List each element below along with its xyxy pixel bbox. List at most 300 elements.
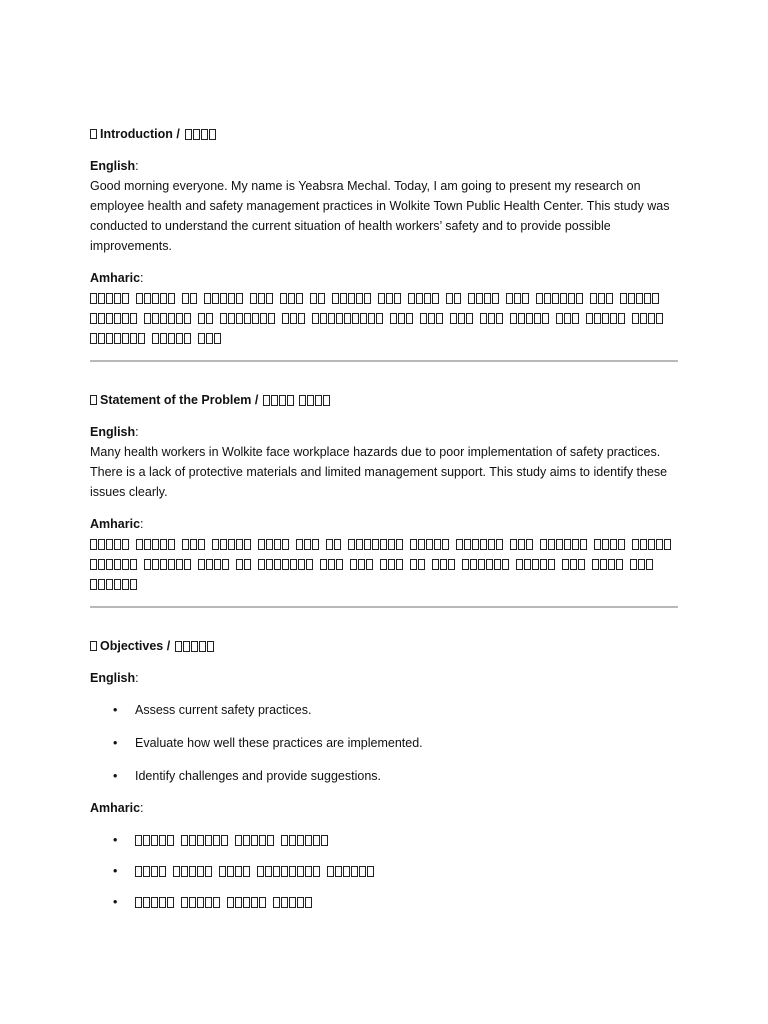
missing-glyph-icon — [274, 559, 281, 570]
missing-glyph-icon — [360, 313, 367, 324]
missing-glyph-icon — [376, 313, 383, 324]
missing-glyph-icon — [204, 293, 211, 304]
missing-glyph-icon — [556, 313, 563, 324]
missing-glyph-icon — [228, 313, 235, 324]
amharic-paragraph — [90, 534, 678, 594]
missing-glyph-word — [586, 313, 626, 324]
missing-glyph-icon — [510, 313, 517, 324]
missing-glyph-icon — [386, 293, 393, 304]
missing-glyph-icon — [312, 313, 319, 324]
missing-glyph-icon — [106, 579, 113, 590]
missing-glyph-icon — [199, 641, 206, 652]
missing-glyph-icon — [122, 333, 129, 344]
missing-glyph-icon — [620, 293, 627, 304]
missing-glyph-icon — [290, 313, 297, 324]
missing-glyph-icon — [244, 313, 251, 324]
missing-glyph-icon — [189, 897, 196, 908]
missing-glyph-icon — [470, 559, 477, 570]
missing-glyph-icon — [536, 293, 543, 304]
missing-glyph-icon — [130, 313, 137, 324]
missing-glyph-icon — [181, 897, 188, 908]
missing-glyph-icon — [152, 293, 159, 304]
missing-glyph-icon — [380, 559, 387, 570]
amharic-label: Amharic: — [90, 517, 144, 531]
missing-glyph-icon — [257, 866, 264, 877]
missing-glyph-icon — [136, 539, 143, 550]
missing-glyph-icon — [213, 835, 220, 846]
missing-glyph-icon — [618, 313, 625, 324]
missing-glyph-icon — [618, 539, 625, 550]
missing-glyph-word — [90, 539, 130, 550]
missing-glyph-icon — [271, 395, 278, 406]
missing-glyph-icon — [310, 293, 317, 304]
missing-glyph-icon — [526, 539, 533, 550]
missing-glyph-icon — [190, 293, 197, 304]
missing-glyph-icon — [289, 897, 296, 908]
missing-glyph-icon — [213, 897, 220, 908]
missing-glyph-icon — [243, 866, 250, 877]
missing-glyph-icon — [143, 835, 150, 846]
missing-glyph-word — [590, 293, 614, 304]
missing-glyph-icon — [90, 579, 97, 590]
missing-glyph-word — [299, 395, 331, 406]
list-item — [90, 892, 678, 912]
missing-glyph-word — [390, 313, 414, 324]
missing-glyph-icon — [151, 897, 158, 908]
missing-glyph-icon — [548, 559, 555, 570]
missing-glyph-icon — [135, 897, 142, 908]
missing-glyph-icon — [190, 539, 197, 550]
missing-glyph-icon — [151, 866, 158, 877]
english-label: English: — [90, 425, 139, 439]
missing-glyph-icon — [636, 293, 643, 304]
missing-glyph-icon — [176, 559, 183, 570]
missing-glyph-icon — [144, 293, 151, 304]
missing-glyph-icon — [122, 539, 129, 550]
missing-glyph-word — [258, 539, 290, 550]
missing-glyph-word — [257, 866, 321, 877]
missing-glyph-word — [235, 835, 275, 846]
missing-glyph-icon — [340, 293, 347, 304]
missing-glyph-icon — [205, 835, 212, 846]
missing-glyph-icon — [90, 129, 97, 139]
missing-glyph-icon — [130, 559, 137, 570]
missing-glyph-icon — [227, 897, 234, 908]
missing-glyph-icon — [258, 293, 265, 304]
missing-glyph-word — [144, 559, 192, 570]
missing-glyph-icon — [534, 313, 541, 324]
missing-glyph-icon — [334, 539, 341, 550]
missing-glyph-icon — [506, 293, 513, 304]
missing-glyph-icon — [98, 313, 105, 324]
missing-glyph-icon — [181, 835, 188, 846]
missing-glyph-icon — [189, 835, 196, 846]
missing-glyph-icon — [478, 559, 485, 570]
missing-glyph-word — [632, 313, 664, 324]
missing-glyph-icon — [297, 866, 304, 877]
missing-glyph-icon — [656, 539, 663, 550]
missing-glyph-icon — [167, 835, 174, 846]
missing-glyph-icon — [90, 395, 97, 405]
missing-glyph-icon — [632, 539, 639, 550]
missing-glyph-icon — [189, 866, 196, 877]
missing-glyph-icon — [212, 293, 219, 304]
missing-glyph-word — [90, 559, 138, 570]
missing-glyph-word — [236, 559, 252, 570]
missing-glyph-word — [620, 293, 660, 304]
missing-glyph-word — [250, 293, 274, 304]
missing-glyph-icon — [184, 313, 191, 324]
missing-glyph-word — [198, 333, 222, 344]
missing-glyph-icon — [281, 866, 288, 877]
missing-glyph-icon — [182, 539, 189, 550]
missing-glyph-icon — [540, 539, 547, 550]
missing-glyph-icon — [488, 539, 495, 550]
missing-glyph-icon — [514, 293, 521, 304]
amharic-objectives-list — [90, 830, 678, 912]
missing-glyph-word — [506, 293, 530, 304]
missing-glyph-icon — [144, 313, 151, 324]
missing-glyph-icon — [106, 293, 113, 304]
missing-glyph-icon — [367, 866, 374, 877]
missing-glyph-icon — [114, 559, 121, 570]
missing-glyph-icon — [263, 395, 270, 406]
missing-glyph-word — [263, 395, 295, 406]
missing-glyph-icon — [356, 293, 363, 304]
missing-glyph-icon — [496, 539, 503, 550]
missing-glyph-icon — [220, 293, 227, 304]
missing-glyph-icon — [390, 313, 397, 324]
missing-glyph-icon — [364, 539, 371, 550]
missing-glyph-icon — [205, 897, 212, 908]
missing-glyph-icon — [281, 835, 288, 846]
amharic-heading-glyphs — [263, 395, 335, 406]
missing-glyph-icon — [206, 559, 213, 570]
missing-glyph-word — [480, 313, 504, 324]
missing-glyph-word — [516, 559, 556, 570]
missing-glyph-icon — [297, 897, 304, 908]
missing-glyph-word — [630, 559, 654, 570]
missing-glyph-icon — [450, 313, 457, 324]
missing-glyph-icon — [602, 539, 609, 550]
missing-glyph-icon — [590, 293, 597, 304]
missing-glyph-icon — [544, 293, 551, 304]
missing-glyph-icon — [173, 866, 180, 877]
missing-glyph-word — [327, 866, 375, 877]
missing-glyph-icon — [320, 313, 327, 324]
missing-glyph-icon — [644, 293, 651, 304]
missing-glyph-icon — [568, 293, 575, 304]
missing-glyph-icon — [305, 897, 312, 908]
missing-glyph-word — [258, 559, 314, 570]
amharic-label: Amharic: — [90, 801, 144, 815]
missing-glyph-word — [198, 559, 230, 570]
missing-glyph-icon — [562, 559, 569, 570]
missing-glyph-icon — [336, 559, 343, 570]
missing-glyph-icon — [214, 559, 221, 570]
missing-glyph-icon — [299, 395, 306, 406]
missing-glyph-word — [185, 129, 217, 140]
missing-glyph-icon — [327, 866, 334, 877]
missing-glyph-icon — [388, 539, 395, 550]
missing-glyph-icon — [464, 539, 471, 550]
missing-glyph-icon — [454, 293, 461, 304]
missing-glyph-word — [281, 835, 329, 846]
missing-glyph-icon — [602, 313, 609, 324]
missing-glyph-icon — [106, 313, 113, 324]
missing-glyph-icon — [151, 835, 158, 846]
missing-glyph-word — [462, 559, 510, 570]
missing-glyph-icon — [265, 866, 272, 877]
missing-glyph-icon — [258, 539, 265, 550]
missing-glyph-icon — [182, 293, 189, 304]
english-objectives-list — [90, 700, 678, 786]
missing-glyph-icon — [90, 293, 97, 304]
missing-glyph-word — [420, 313, 444, 324]
missing-glyph-icon — [243, 835, 250, 846]
missing-glyph-icon — [98, 559, 105, 570]
missing-glyph-icon — [235, 866, 242, 877]
missing-glyph-word — [562, 559, 586, 570]
missing-glyph-word — [144, 313, 192, 324]
missing-glyph-icon — [406, 313, 413, 324]
missing-glyph-icon — [350, 559, 357, 570]
missing-glyph-word — [594, 539, 626, 550]
missing-glyph-icon — [159, 835, 166, 846]
missing-glyph-icon — [288, 293, 295, 304]
missing-glyph-icon — [366, 559, 373, 570]
missing-glyph-icon — [640, 539, 647, 550]
missing-glyph-icon — [152, 313, 159, 324]
missing-glyph-icon — [307, 395, 314, 406]
missing-glyph-icon — [378, 293, 385, 304]
missing-glyph-icon — [586, 313, 593, 324]
missing-glyph-icon — [90, 313, 97, 324]
missing-glyph-icon — [197, 866, 204, 877]
missing-glyph-word — [332, 293, 372, 304]
missing-glyph-icon — [564, 313, 571, 324]
list-item: • Evaluate how well these practices are implemented. — [90, 733, 678, 753]
missing-glyph-icon — [90, 559, 97, 570]
missing-glyph-icon — [236, 293, 243, 304]
missing-glyph-word — [219, 866, 251, 877]
missing-glyph-icon — [323, 395, 330, 406]
missing-glyph-icon — [296, 293, 303, 304]
missing-glyph-word — [432, 559, 456, 570]
missing-glyph-icon — [228, 539, 235, 550]
missing-glyph-icon — [258, 559, 265, 570]
missing-glyph-icon — [524, 559, 531, 570]
missing-glyph-word — [135, 897, 175, 908]
missing-glyph-icon — [222, 559, 229, 570]
missing-glyph-icon — [90, 641, 97, 651]
missing-glyph-icon — [191, 641, 198, 652]
missing-glyph-icon — [496, 313, 503, 324]
missing-glyph-icon — [652, 293, 659, 304]
missing-glyph-icon — [572, 313, 579, 324]
missing-glyph-word — [152, 333, 192, 344]
missing-glyph-icon — [442, 539, 449, 550]
missing-glyph-icon — [640, 313, 647, 324]
missing-glyph-icon — [98, 539, 105, 550]
missing-glyph-icon — [372, 539, 379, 550]
missing-glyph-icon — [580, 539, 587, 550]
missing-glyph-icon — [556, 539, 563, 550]
missing-glyph-icon — [434, 539, 441, 550]
missing-glyph-icon — [90, 539, 97, 550]
missing-glyph-icon — [235, 897, 242, 908]
missing-glyph-icon — [418, 539, 425, 550]
missing-glyph-icon — [351, 866, 358, 877]
missing-glyph-icon — [313, 835, 320, 846]
missing-glyph-icon — [424, 293, 431, 304]
missing-glyph-word — [220, 313, 276, 324]
missing-glyph-icon — [616, 559, 623, 570]
missing-glyph-icon — [480, 313, 487, 324]
missing-glyph-word — [536, 293, 584, 304]
missing-glyph-icon — [594, 539, 601, 550]
missing-glyph-icon — [219, 866, 226, 877]
missing-glyph-icon — [518, 313, 525, 324]
missing-glyph-word — [282, 313, 306, 324]
document-page — [90, 124, 678, 924]
missing-glyph-icon — [368, 313, 375, 324]
missing-glyph-icon — [207, 641, 214, 652]
missing-glyph-word — [198, 313, 214, 324]
missing-glyph-icon — [159, 866, 166, 877]
missing-glyph-icon — [280, 293, 287, 304]
missing-glyph-icon — [344, 313, 351, 324]
missing-glyph-icon — [448, 559, 455, 570]
missing-glyph-icon — [143, 866, 150, 877]
missing-glyph-icon — [267, 835, 274, 846]
missing-glyph-icon — [114, 333, 121, 344]
missing-glyph-icon — [315, 395, 322, 406]
missing-glyph-icon — [480, 539, 487, 550]
missing-glyph-icon — [297, 835, 304, 846]
missing-glyph-icon — [159, 897, 166, 908]
missing-glyph-icon — [183, 641, 190, 652]
missing-glyph-icon — [160, 313, 167, 324]
missing-glyph-icon — [98, 333, 105, 344]
missing-glyph-icon — [318, 293, 325, 304]
missing-glyph-icon — [432, 293, 439, 304]
missing-glyph-icon — [570, 559, 577, 570]
missing-glyph-icon — [122, 559, 129, 570]
missing-glyph-icon — [160, 293, 167, 304]
missing-glyph-icon — [160, 333, 167, 344]
missing-glyph-icon — [205, 866, 212, 877]
missing-glyph-icon — [418, 559, 425, 570]
list-item — [90, 830, 678, 850]
missing-glyph-icon — [446, 293, 453, 304]
english-label: English: — [90, 671, 139, 685]
missing-glyph-icon — [592, 559, 599, 570]
missing-glyph-icon — [408, 293, 415, 304]
missing-glyph-icon — [578, 559, 585, 570]
missing-glyph-icon — [244, 539, 251, 550]
missing-glyph-icon — [492, 293, 499, 304]
missing-glyph-icon — [209, 129, 216, 140]
missing-glyph-icon — [206, 313, 213, 324]
english-paragraph: Good morning everyone. My name is Yeabsra Mechal. Today, I am going to present my research on employee health and safety management practices in Wolkite Town Public Health Center. This study was conducted to understand the current situation of health workers’ safety and to provide possible improvements. — [90, 179, 670, 253]
missing-glyph-word — [204, 293, 244, 304]
missing-glyph-icon — [193, 129, 200, 140]
missing-glyph-icon — [251, 897, 258, 908]
missing-glyph-word — [90, 333, 146, 344]
missing-glyph-icon — [176, 333, 183, 344]
missing-glyph-icon — [313, 866, 320, 877]
missing-glyph-icon — [298, 559, 305, 570]
missing-glyph-icon — [359, 866, 366, 877]
missing-glyph-icon — [160, 539, 167, 550]
missing-glyph-icon — [289, 866, 296, 877]
missing-glyph-icon — [135, 835, 142, 846]
missing-glyph-word — [320, 559, 344, 570]
missing-glyph-word — [280, 293, 304, 304]
section-heading-objectives — [90, 636, 678, 656]
missing-glyph-icon — [664, 539, 671, 550]
missing-glyph-icon — [298, 313, 305, 324]
missing-glyph-icon — [98, 579, 105, 590]
missing-glyph-icon — [160, 559, 167, 570]
missing-glyph-word — [410, 539, 450, 550]
missing-glyph-word — [175, 641, 215, 652]
missing-glyph-icon — [510, 539, 517, 550]
missing-glyph-icon — [152, 539, 159, 550]
missing-glyph-icon — [168, 293, 175, 304]
missing-glyph-word — [296, 539, 320, 550]
missing-glyph-word — [456, 539, 504, 550]
missing-glyph-word — [90, 313, 138, 324]
missing-glyph-icon — [572, 539, 579, 550]
missing-glyph-word — [326, 539, 342, 550]
missing-glyph-icon — [90, 333, 97, 344]
missing-glyph-icon — [502, 559, 509, 570]
missing-glyph-icon — [175, 641, 182, 652]
missing-glyph-icon — [244, 559, 251, 570]
missing-glyph-icon — [462, 559, 469, 570]
missing-glyph-word — [556, 313, 580, 324]
section-divider — [90, 606, 678, 608]
missing-glyph-icon — [122, 293, 129, 304]
missing-glyph-word — [136, 293, 176, 304]
missing-glyph-icon — [114, 293, 121, 304]
missing-glyph-icon — [610, 313, 617, 324]
section-heading-statement-of-problem — [90, 390, 678, 410]
missing-glyph-icon — [136, 293, 143, 304]
missing-glyph-word — [592, 559, 624, 570]
missing-glyph-icon — [227, 866, 234, 877]
missing-glyph-icon — [516, 559, 523, 570]
missing-glyph-icon — [526, 313, 533, 324]
missing-glyph-word — [181, 835, 229, 846]
missing-glyph-icon — [235, 835, 242, 846]
missing-glyph-icon — [494, 559, 501, 570]
missing-glyph-icon — [648, 313, 655, 324]
missing-glyph-word — [510, 313, 550, 324]
missing-glyph-icon — [273, 897, 280, 908]
missing-glyph-icon — [648, 539, 655, 550]
missing-glyph-icon — [228, 293, 235, 304]
missing-glyph-icon — [98, 293, 105, 304]
missing-glyph-icon — [122, 579, 129, 590]
missing-glyph-icon — [456, 539, 463, 550]
missing-glyph-icon — [259, 835, 266, 846]
missing-glyph-icon — [332, 293, 339, 304]
missing-glyph-icon — [130, 579, 137, 590]
missing-glyph-icon — [486, 559, 493, 570]
